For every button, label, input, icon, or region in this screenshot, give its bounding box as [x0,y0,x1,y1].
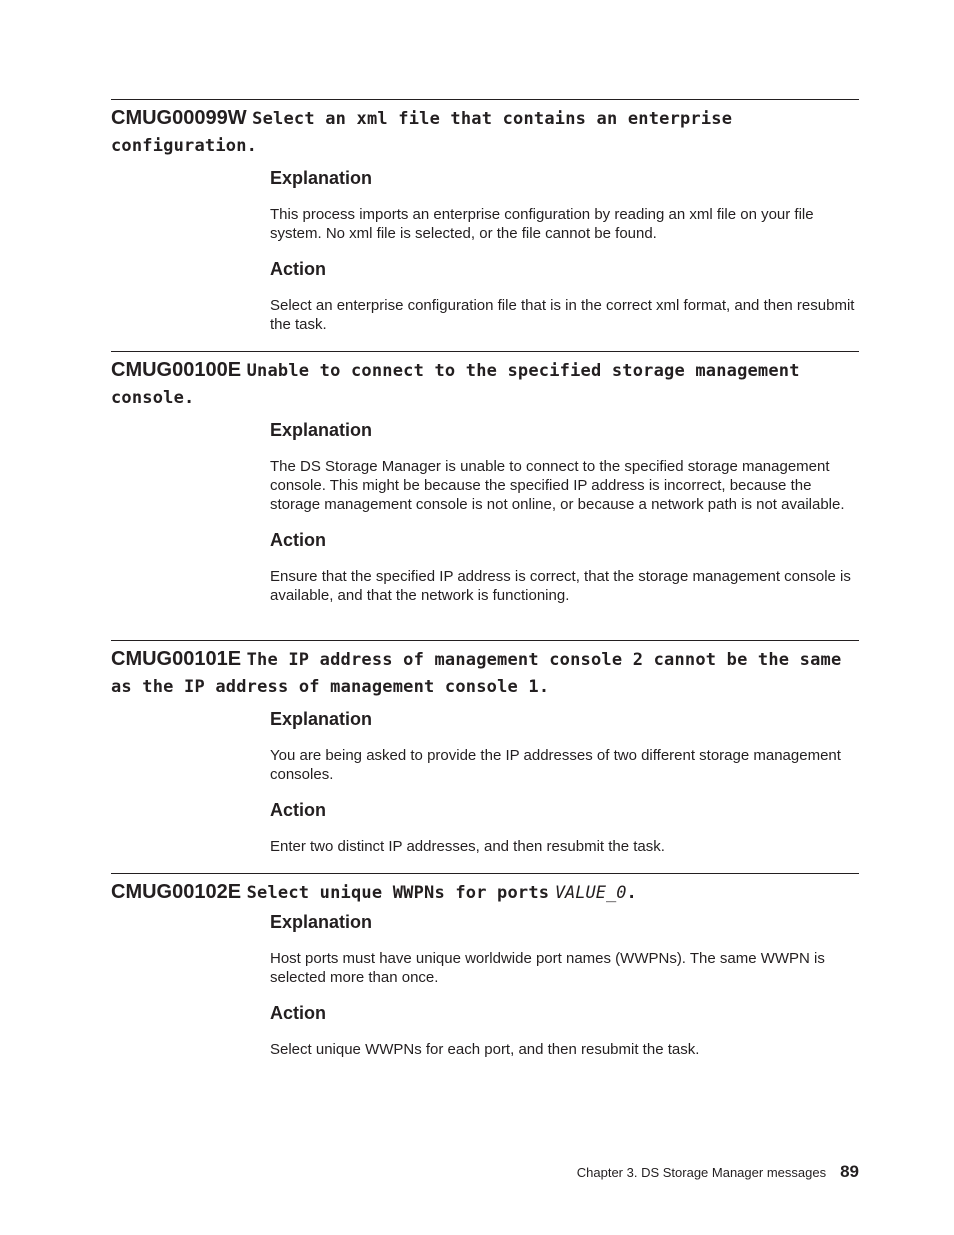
explanation-section [270,167,859,243]
message-text: Unable to connect to the specified storage management console. [111,361,800,408]
action-title: Action [270,530,326,550]
message-heading [111,874,859,906]
message-text: The IP address of management console 2 cannot be the same as the IP address of management console 1. [111,650,842,697]
explanation-text: Host ports must have unique worldwide port names (WWPNs). The same WWPN is selected more than once. [270,950,825,986]
action-title: Action [270,259,326,279]
explanation-text: This process imports an enterprise configuration by reading an xml file on your file system. No xml file is selected, or the file cannot be found. [270,206,814,242]
action-title: Action [270,800,326,820]
message-id: CMUG00101E [111,648,242,670]
action-text: Ensure that the specified IP address is correct, that the storage management console is available, and that the network is functioning. [270,568,851,604]
message-heading [111,352,859,411]
explanation-text: You are being asked to provide the IP addresses of two different storage management consoles. [270,747,841,783]
message-cmug00102e [111,873,859,1059]
action-text: Enter two distinct IP addresses, and then resubmit the task. [270,838,665,855]
message-id: CMUG00102E [111,881,242,903]
action-text: Select an enterprise configuration file that is in the correct xml format, and then resubmit the task. [270,297,855,333]
message-text: Select an xml file that contains an enterprise configuration. [111,109,733,156]
message-text: Select unique WWPNs for ports [246,883,550,903]
page-footer [577,1160,859,1185]
page-number: 89 [840,1162,859,1181]
action-text: Select unique WWPNs for each port, and then resubmit the task. [270,1041,700,1058]
message-cmug00099w [111,99,859,334]
message-cmug00101e [111,640,859,856]
explanation-title: Explanation [270,168,373,188]
action-title: Action [270,1003,326,1023]
footer-chapter: Chapter 3. DS Storage Manager messages [576,1165,827,1180]
message-id: CMUG00100E [111,359,242,381]
action-section [270,1002,859,1059]
action-section [270,258,859,334]
message-cmug00100e [111,351,859,605]
explanation-text: The DS Storage Manager is unable to connect to the specified storage management console. This might be because the specified IP address is incorrect, because the storage management console is not online, or because a network path is not available. [270,458,845,513]
message-id: CMUG00099W [111,107,247,129]
message-text-end: . [626,883,637,903]
message-heading [111,100,859,159]
message-variable: VALUE_0 [554,883,627,903]
action-section [270,529,859,605]
explanation-title: Explanation [270,709,373,729]
message-heading [111,641,859,700]
action-section [270,799,859,856]
explanation-section [270,708,859,784]
explanation-title: Explanation [270,420,373,440]
explanation-section [270,911,859,987]
explanation-section [270,419,859,514]
explanation-title: Explanation [270,912,373,932]
